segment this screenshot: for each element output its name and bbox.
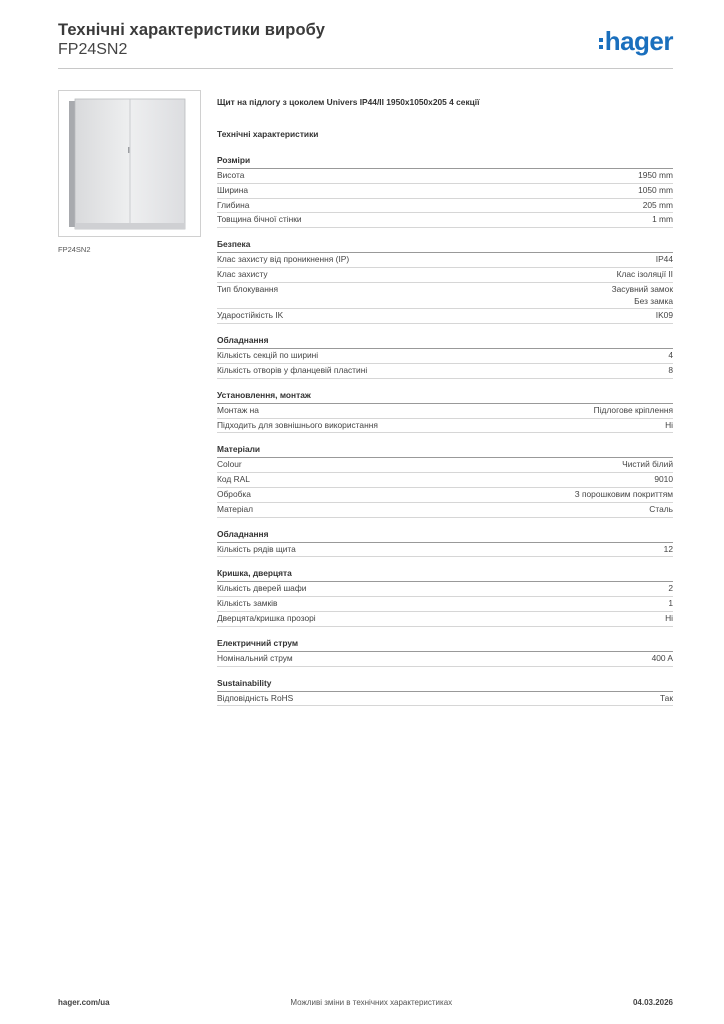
section-title: Sustainability (217, 678, 673, 692)
spec-value-line: 1 (668, 598, 673, 609)
section-title: Матеріали (217, 444, 673, 458)
spec-row (217, 543, 673, 558)
section-title: Електричний струм (217, 638, 673, 652)
spec-row (217, 349, 673, 364)
spec-value-line: 8 (668, 364, 673, 375)
spec-label: Кількість дверей шафи (217, 583, 307, 594)
spec-label: Монтаж на (217, 404, 259, 415)
logo-dots-icon (599, 38, 603, 49)
spec-value (668, 583, 673, 595)
spec-value (668, 350, 673, 362)
spec-value-line: Так (659, 692, 673, 703)
header-divider (58, 68, 673, 69)
spec-section (217, 444, 673, 517)
spec-row (217, 199, 673, 214)
spec-label: Ударостійкість IK (217, 310, 284, 321)
spec-value (668, 598, 673, 610)
spec-row (217, 692, 673, 707)
spec-label: Кількість рядів щита (217, 543, 296, 554)
spec-label: Номінальний струм (217, 652, 293, 663)
spec-value-line: IK09 (655, 310, 673, 321)
spec-label: Висота (217, 170, 245, 180)
product-code: FP24SN2 (58, 41, 128, 58)
section-title: Безпека (217, 239, 673, 253)
spec-row (217, 503, 673, 518)
spec-value-line: 205 mm (642, 199, 673, 210)
spec-label: Обробка (217, 488, 251, 499)
spec-label: Підходить для зовнішнього використання (217, 419, 378, 430)
spec-value (638, 170, 673, 182)
product-name: Щит на підлогу з цоколем Univers IP44/II 1950x1050x205 4 секції (217, 97, 480, 107)
spec-value-line: Сталь (649, 503, 673, 514)
spec-label: Кількість секцій по ширині (217, 350, 319, 361)
spec-row (217, 582, 673, 597)
image-caption: FP24SN2 (58, 245, 91, 254)
spec-row (217, 253, 673, 268)
spec-value (652, 653, 673, 665)
spec-section (217, 155, 673, 228)
spec-value (660, 693, 673, 705)
spec-label: Глибина (217, 199, 250, 210)
spec-value-line: 9010 (654, 474, 673, 485)
tech-specs-heading: Технічні характеристики (217, 129, 319, 139)
footer-disclaimer: Можливі зміни в технічних характеристиках (290, 998, 453, 1007)
spec-label: Дверцята/кришка прозорі (217, 612, 316, 623)
spec-value-line: Підлогове кріплення (593, 404, 673, 415)
spec-row (217, 473, 673, 488)
spec-row (217, 652, 673, 667)
spec-label: Colour (217, 459, 242, 470)
spec-value (617, 269, 673, 281)
spec-section (217, 529, 673, 558)
section-title: Обладнання (217, 335, 673, 349)
spec-value (575, 489, 673, 501)
spec-value (656, 310, 673, 322)
spec-value-line: Ні (665, 419, 673, 430)
spec-value-line: 12 (663, 543, 673, 554)
spec-value-line: Засувний замок (611, 283, 673, 294)
spec-label: Матеріал (217, 503, 254, 514)
spec-label: Клас захисту (217, 268, 268, 279)
spec-value-line: Клас ізоляції II (616, 268, 673, 279)
spec-row (217, 169, 673, 184)
spec-value (638, 185, 673, 197)
spec-row (217, 612, 673, 627)
cabinet-image-icon (59, 91, 200, 236)
logo-text: hager (604, 26, 673, 56)
spec-value-line: 2 (668, 583, 673, 594)
spec-row (217, 404, 673, 419)
spec-value-line: 1 mm (652, 214, 673, 225)
spec-value-line: 1050 mm (638, 184, 673, 195)
spec-value (656, 254, 673, 266)
spec-row (217, 213, 673, 228)
spec-value-line: 4 (668, 350, 673, 361)
spec-section (217, 568, 673, 626)
footer-website: hager.com/ua (58, 998, 110, 1007)
page-header (58, 20, 673, 70)
spec-value (668, 365, 673, 377)
spec-value (649, 504, 673, 516)
spec-content (217, 96, 673, 706)
spec-row (217, 419, 673, 434)
spec-value-line: 400 A (651, 652, 673, 663)
spec-value-line: Чистий білий (622, 459, 673, 470)
spec-label: Кількість замків (217, 598, 278, 609)
section-title: Розміри (217, 155, 673, 169)
footer-date: 04.03.2026 (632, 998, 673, 1007)
document-title: Технічні характеристики виробу (58, 21, 325, 39)
spec-row (217, 458, 673, 473)
spec-value (622, 459, 673, 471)
spec-value (665, 420, 673, 432)
spec-row (217, 283, 673, 310)
spec-value-line: 1950 mm (638, 170, 673, 180)
spec-value-line: З порошковим покриттям (574, 488, 673, 499)
spec-section (217, 390, 673, 434)
spec-label: Відповідність RoHS (217, 692, 294, 703)
spec-sections (217, 155, 673, 706)
spec-value (664, 544, 673, 556)
spec-section (217, 335, 673, 379)
spec-row (217, 488, 673, 503)
spec-row (217, 268, 673, 283)
spec-label: Ширина (217, 184, 248, 195)
spec-row (217, 364, 673, 379)
spec-section (217, 239, 673, 324)
spec-value (643, 200, 673, 212)
spec-label: Кількість отворів у фланцевій пластині (217, 364, 368, 375)
spec-label: Код RAL (217, 474, 250, 485)
page-footer (58, 998, 673, 1007)
spec-value-line: Ні (665, 612, 673, 623)
spec-value (594, 405, 673, 417)
spec-label: Клас захисту від проникнення (IP) (217, 254, 350, 265)
product-image (58, 90, 201, 237)
spec-row (217, 597, 673, 612)
spec-section (217, 678, 673, 707)
section-title: Установлення, монтаж (217, 390, 673, 404)
spec-value (612, 284, 673, 308)
section-title: Обладнання (217, 529, 673, 543)
spec-value (654, 474, 673, 486)
section-title: Кришка, дверцята (217, 568, 673, 582)
spec-label: Тип блокування (217, 283, 279, 294)
spec-value-line: IP44 (655, 254, 673, 265)
spec-value-line: Без замка (634, 295, 673, 306)
spec-label: Товщина бічної стінки (217, 214, 302, 225)
spec-row (217, 309, 673, 324)
spec-value (652, 214, 673, 226)
spec-section (217, 638, 673, 667)
hager-logo (599, 26, 673, 56)
spec-value (665, 613, 673, 625)
spec-row (217, 184, 673, 199)
